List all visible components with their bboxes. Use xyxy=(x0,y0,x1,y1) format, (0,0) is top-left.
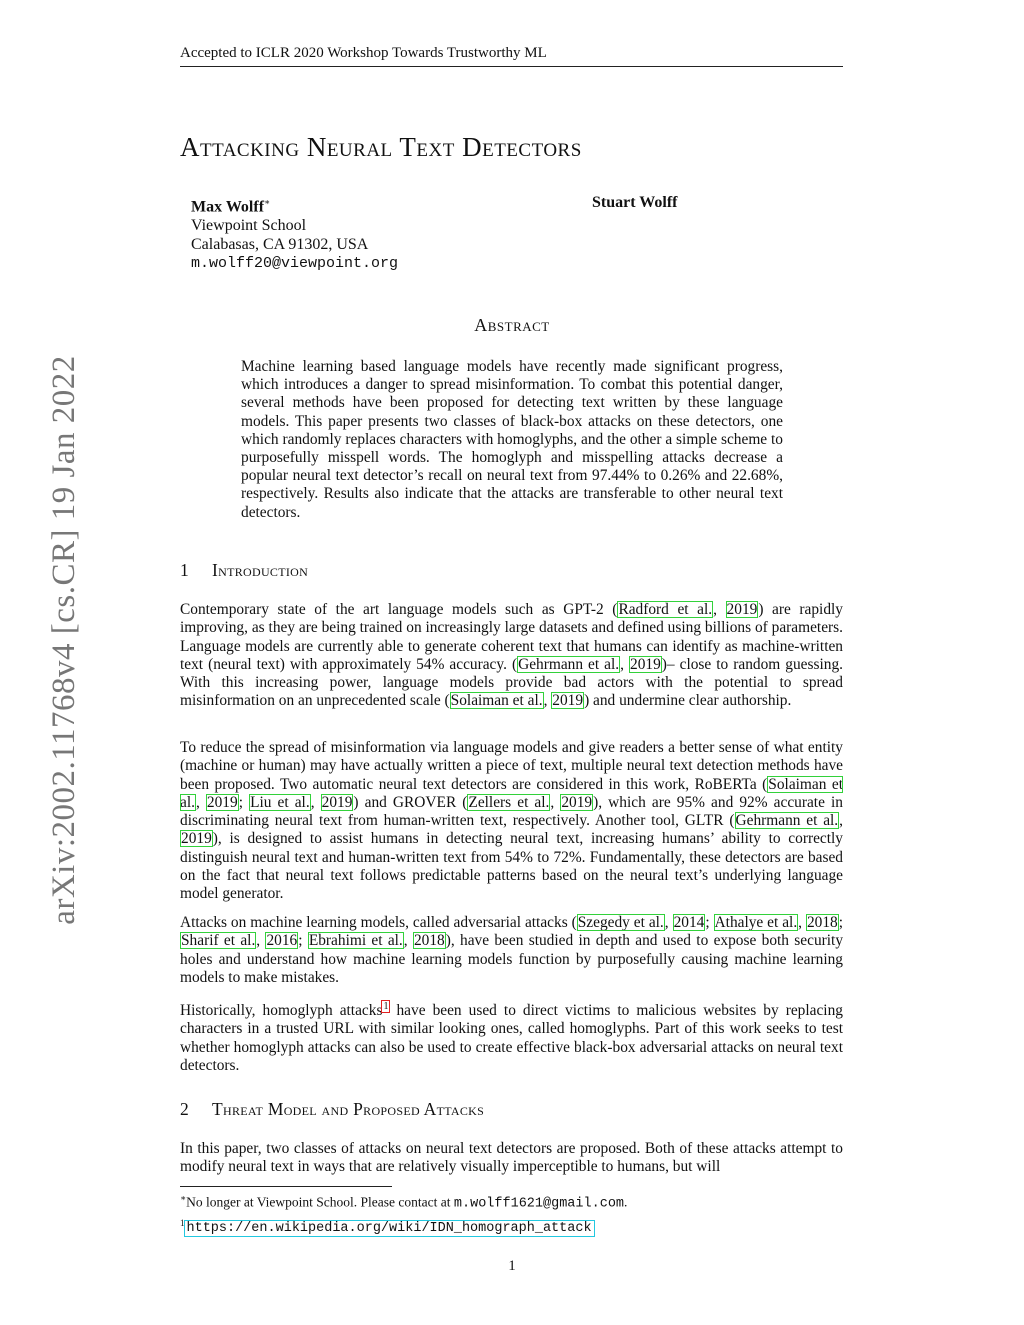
citation-link[interactable]: Zellers et al. xyxy=(468,793,550,811)
threat-paragraph-1 xyxy=(180,1140,843,1177)
citation-year-link[interactable]: 2019 xyxy=(321,793,353,811)
text-run: , xyxy=(664,914,673,931)
abstract-text: Machine learning based language models have recently made significant progress, which introduces a danger to spread misinformation. To combat this potential danger, several methods have been proposed for detecting text written by these language models. This paper presents two classes of black-box attacks on these detectors, one which randomly replaces characters with homoglyphs, and the other a simple scheme to purposefully misspell words. The homoglyph and misspelling attacks decrease a popular neural text detector’s recall on neural text from 97.44% to 0.26% and 22.68%, respectively. Results also indicate that the attacks are transferable to other neural text detectors. xyxy=(241,358,783,521)
citation-link[interactable]: Solaiman et al. xyxy=(450,692,543,710)
section-heading-threat-model xyxy=(180,1099,484,1120)
text-run: , xyxy=(195,793,206,811)
citation-year-link[interactable]: 2019 xyxy=(726,601,758,618)
text-run: ) and undermine clear authorship. xyxy=(584,692,792,710)
intro-paragraph-3 xyxy=(180,914,843,987)
citation-link[interactable]: Szegedy et al. xyxy=(577,914,664,931)
author-address: Calabasas, CA 91302, USA xyxy=(191,236,369,254)
citation-link[interactable]: Ebrahimi et al. xyxy=(308,932,403,950)
citation-link[interactable]: Gehrmann et al. xyxy=(518,655,620,673)
citation-year-link[interactable]: 2019 xyxy=(181,830,212,848)
text-run: , xyxy=(839,812,844,830)
footnote-divider xyxy=(180,1186,392,1187)
text-run: , xyxy=(620,655,630,673)
footnote-marker: ∗ xyxy=(180,1193,187,1203)
intro-paragraph-4 xyxy=(180,998,843,1075)
citation-year-link[interactable]: 2019 xyxy=(206,793,238,811)
author-block-1 xyxy=(191,193,398,273)
text-run: have been used to direct victims to malicious websites by replacing characters in a trusted URL with similar looking ones, called homoglyphs. Part of this work seeks to test whether homoglyph attacks can also be used to create effective black-box adversarial attacks on neural text detectors. xyxy=(180,1002,843,1075)
text-run: , xyxy=(310,793,321,811)
paper-title: Attacking Neural Text Detectors xyxy=(180,132,582,162)
section-number: 1 xyxy=(180,560,190,580)
text-run: Contemporary state of the art language models such as GPT-2 ( xyxy=(180,601,618,618)
abstract-heading: Abstract xyxy=(474,315,550,335)
citation-year-link[interactable]: 2019 xyxy=(630,655,661,673)
citation-link[interactable]: Athalye et al. xyxy=(714,914,798,931)
footnote-text: . xyxy=(624,1194,628,1210)
text-run: Attacks on machine learning models, called adversarial attacks ( xyxy=(180,914,577,931)
footnote-ref-link[interactable]: 1 xyxy=(383,1001,389,1012)
section-number: 2 xyxy=(180,1099,190,1119)
author-name-1: Max Wolff xyxy=(191,198,265,216)
text-run: In this paper, two classes of attacks on neural text detectors are proposed. Both of these attacks attempt to modify neural text in ways that are relatively visually imperceptible to humans, but will xyxy=(180,1140,843,1176)
footnotes xyxy=(180,1189,843,1238)
text-run: ) are rapidly improving, as they are being trained on increasingly large datasets and defined using billions of parameters. Language models are currently able to generate coherent text that humans can identify as machine-written text (neural text) with approximately 54% accuracy. ( xyxy=(180,601,843,673)
footnote-text: No longer at Viewpoint School. Please contact at xyxy=(186,1194,454,1210)
running-header: Accepted to ICLR 2020 Workshop Towards Trustworthy ML xyxy=(180,44,843,67)
section-title: Introduction xyxy=(212,560,309,580)
arxiv-sidebar-stamp: arXiv:2002.11768v4 [cs.CR] 19 Jan 2022 xyxy=(46,355,82,925)
citation-year-link[interactable]: 2019 xyxy=(552,692,584,710)
text-run: ), have been studied in depth and used to expose both security holes and understand how machine learning models function by purposefully causing machine learning models to make mistakes. xyxy=(180,932,844,986)
text-run: , xyxy=(798,914,806,931)
section-title: Threat Model and Proposed Attacks xyxy=(212,1099,485,1119)
text-run: ; xyxy=(298,932,308,950)
citation-year-link[interactable]: 2018 xyxy=(413,932,445,950)
citation-year-link[interactable]: 2019 xyxy=(561,793,593,811)
text-run: Historically, homoglyph attacks xyxy=(180,1002,383,1020)
footnote-url-link[interactable]: https://en.wikipedia.org/wiki/IDN_homograph_attack xyxy=(186,1221,592,1236)
text-run: )– close to random guessing. With this increasing power, language models provide bad actors with the potential to spread misinformation on an unprecedented scale ( xyxy=(180,655,843,710)
text-run: ), which are 95% and 92% accurate in discriminating neural text from human-written text, respectively. Another tool, GLTR ( xyxy=(180,793,843,830)
section-heading-introduction xyxy=(180,560,308,581)
page-number: 1 xyxy=(508,1258,516,1274)
footnote-marker: 1 xyxy=(180,1217,185,1228)
author-block-2 xyxy=(592,193,677,212)
intro-paragraph-1 xyxy=(180,601,843,711)
author-footnote-marker: ∗ xyxy=(264,197,271,207)
text-run: ), is designed to assist humans in detecting neural text, increasing humans’ ability to correctly distinguish neural text and human-written text from 54% to 72%. Fundamentally, these detectors are based on the fact that neural text follows predictable patterns based on the neural text’s underlying language model generator. xyxy=(180,830,843,903)
citation-year-link[interactable]: 2016 xyxy=(266,932,298,950)
intro-paragraph-2 xyxy=(180,739,843,904)
citation-link[interactable]: Sharif et al. xyxy=(181,932,256,950)
author-email[interactable]: m.wolff20@viewpoint.org xyxy=(191,255,399,273)
citation-year-link[interactable]: 2014 xyxy=(673,914,705,931)
text-run: , xyxy=(403,932,413,950)
citation-link[interactable]: Solaiman et al. xyxy=(180,775,843,811)
text-run: ; xyxy=(838,914,844,931)
text-run: To reduce the spread of misinformation via language models and give readers a better sense of what entity (machine or human) may have actually written a piece of text, multiple neural text detection methods have been proposed. Two automatic neural text detectors are considered in this work, RoBERTa ( xyxy=(180,739,843,793)
citation-link[interactable]: Gehrmann et al. xyxy=(735,812,839,830)
footnote-email[interactable]: m.wolff1621@gmail.com xyxy=(453,1196,625,1212)
author-affiliation: Viewpoint School xyxy=(191,217,307,235)
footnote-2 xyxy=(180,1214,843,1239)
footnote-1 xyxy=(180,1189,843,1214)
text-run: , xyxy=(550,793,561,811)
citation-link[interactable]: Liu et al. xyxy=(250,793,310,811)
citation-year-link[interactable]: 2018 xyxy=(806,914,838,931)
text-run: ; xyxy=(238,793,250,811)
text-run: , xyxy=(713,601,726,618)
author-name-2: Stuart Wolff xyxy=(592,194,678,211)
text-run: ) and GROVER ( xyxy=(353,793,468,811)
citation-link[interactable]: Radford et al. xyxy=(618,601,713,618)
text-run: ; xyxy=(705,914,714,931)
text-run: , xyxy=(256,932,266,950)
text-run: , xyxy=(543,692,552,710)
